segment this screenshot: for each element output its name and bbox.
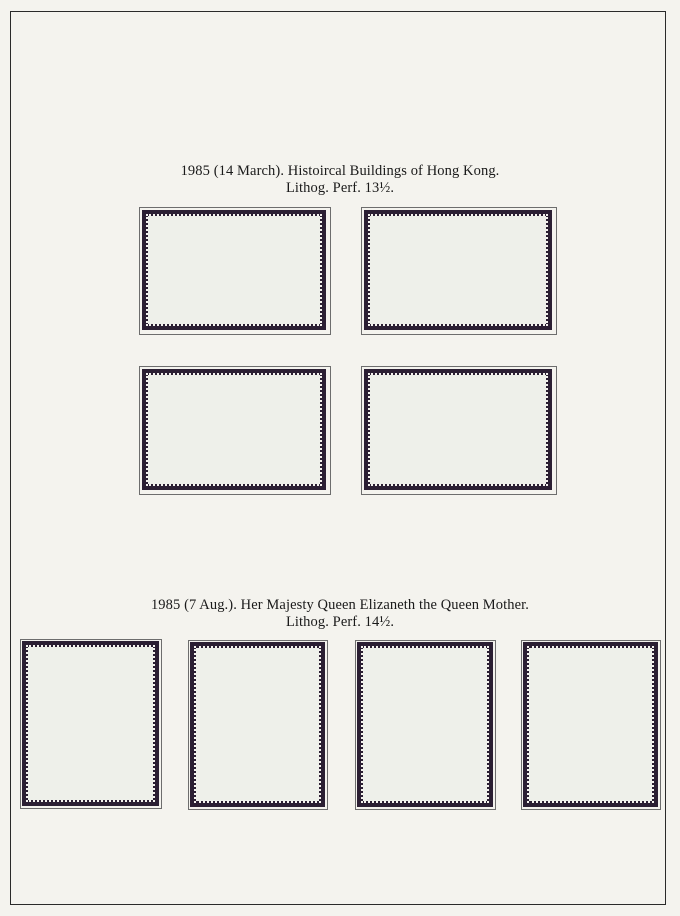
section-heading-historical-buildings bbox=[0, 163, 680, 197]
stamp-placeholder bbox=[357, 642, 493, 807]
stamp-mount bbox=[361, 207, 557, 335]
heading-subtitle: Lithog. Perf. 13½. bbox=[285, 180, 395, 196]
stamp-mount bbox=[139, 207, 331, 335]
stamp-placeholder bbox=[364, 210, 552, 330]
stamp-mount bbox=[355, 640, 496, 810]
heading-subtitle: Lithog. Perf. 14½. bbox=[285, 614, 395, 630]
stamp-mount bbox=[20, 639, 162, 809]
stamp-placeholder bbox=[523, 642, 658, 807]
stamp-placeholder bbox=[22, 641, 159, 806]
heading-title: 1985 (7 Aug.). Her Majesty Queen Elizaneth the Queen Mother. bbox=[150, 597, 530, 613]
section-heading-queen-mother bbox=[0, 597, 680, 631]
stamp-mount bbox=[521, 640, 661, 810]
heading-title: 1985 (14 March). Histoircal Buildings of Hong Kong. bbox=[180, 163, 500, 179]
stamp-mount bbox=[188, 640, 328, 810]
stamp-mount bbox=[139, 366, 331, 495]
stamp-placeholder bbox=[190, 642, 325, 807]
stamp-placeholder bbox=[142, 369, 326, 490]
stamp-mount bbox=[361, 366, 557, 495]
stamp-placeholder bbox=[364, 369, 552, 490]
stamp-placeholder bbox=[142, 210, 326, 330]
